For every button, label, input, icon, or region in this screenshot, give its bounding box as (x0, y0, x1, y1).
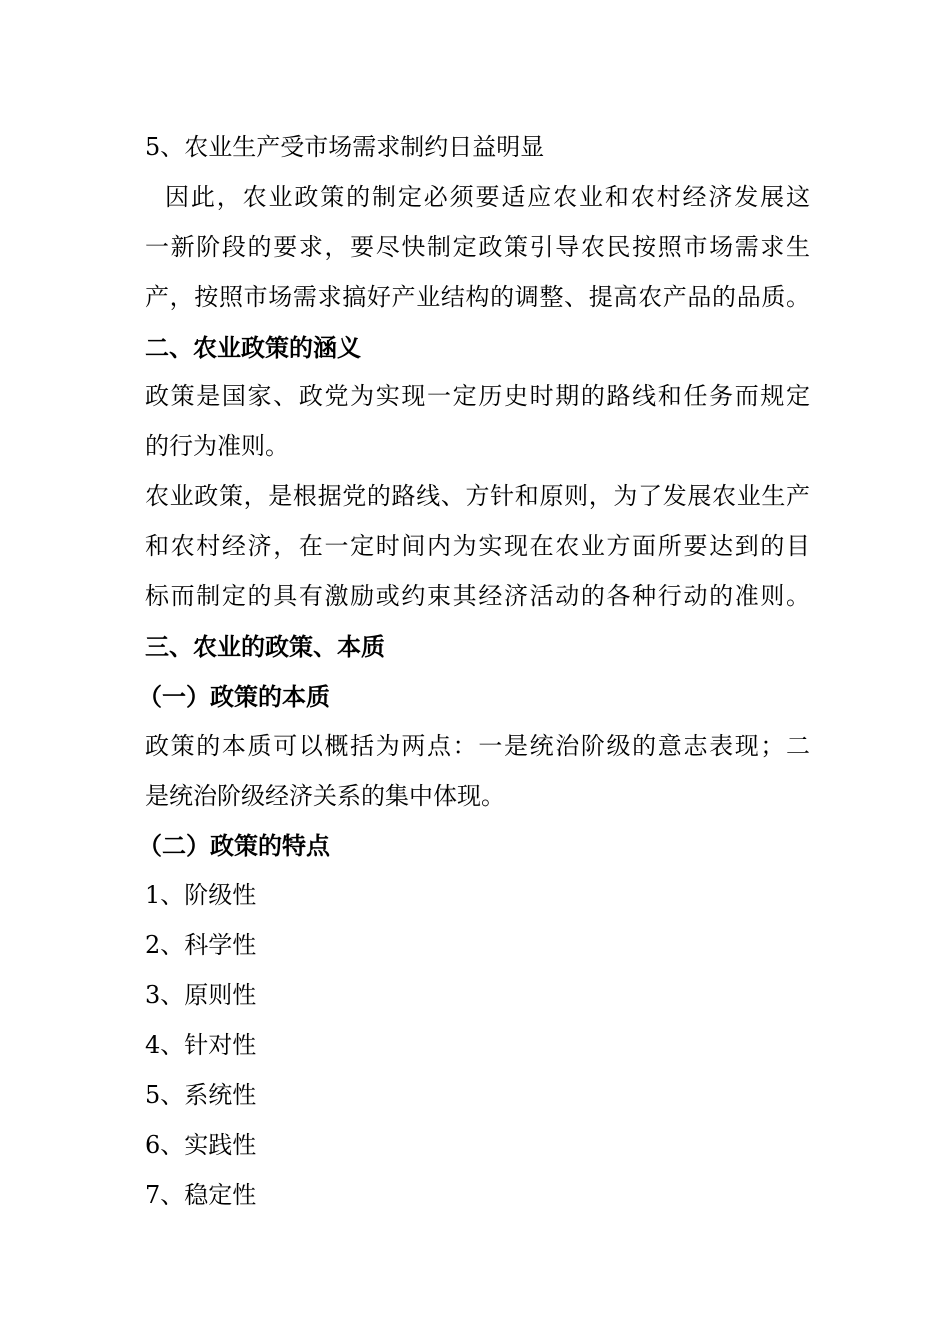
feature-item-6: 6、实践性 (145, 1130, 257, 1159)
paragraph-essence-line-2: 是统治阶级经济关系的集中体现。 (145, 781, 505, 810)
paragraph-essence-line-1: 政策的本质可以概括为两点：一是统治阶级的意志表现；二 (145, 731, 810, 760)
document-page (138, 123, 810, 1221)
feature-item-2: 2、科学性 (145, 931, 257, 960)
subsection-heading-essence: （一）政策的本质 (138, 681, 330, 711)
feature-item-3: 3、原则性 (145, 981, 257, 1010)
paragraph-policy-definition-line-1: 政策是国家、政党为实现一定历史时期的路线和任务而规定 (145, 382, 810, 411)
paragraph-policy-definition-line-2: 的行为准则。 (145, 432, 289, 461)
subsection-heading-features: （二）政策的特点 (138, 831, 330, 861)
paragraph-therefore-line-1: 因此，农业政策的制定必须要适应农业和农村经济发展这 (165, 182, 810, 211)
paragraph-agri-policy-line-1: 农业政策，是根据党的路线、方针和原则，为了发展农业生产 (145, 482, 810, 511)
feature-item-1: 1、阶级性 (145, 881, 257, 910)
section-heading-3: 三、农业的政策、本质 (145, 631, 385, 661)
feature-item-7: 7、稳定性 (145, 1180, 257, 1209)
paragraph-therefore-line-3: 产，按照市场需求搞好产业结构的调整、提高农产品的品质。 (145, 282, 810, 311)
feature-item-4: 4、针对性 (145, 1031, 257, 1060)
feature-item-5: 5、系统性 (145, 1080, 257, 1109)
section-heading-2: 二、农业政策的涵义 (145, 332, 361, 362)
paragraph-therefore-line-2: 一新阶段的要求，要尽快制定政策引导农民按照市场需求生 (145, 232, 810, 261)
list-item-market-constraint: 5、农业生产受市场需求制约日益明显 (145, 133, 545, 161)
paragraph-agri-policy-line-2: 和农村经济，在一定时间内为实现在农业方面所要达到的目 (145, 532, 810, 561)
paragraph-agri-policy-line-3: 标而制定的具有激励或约束其经济活动的各种行动的准则。 (145, 582, 810, 611)
